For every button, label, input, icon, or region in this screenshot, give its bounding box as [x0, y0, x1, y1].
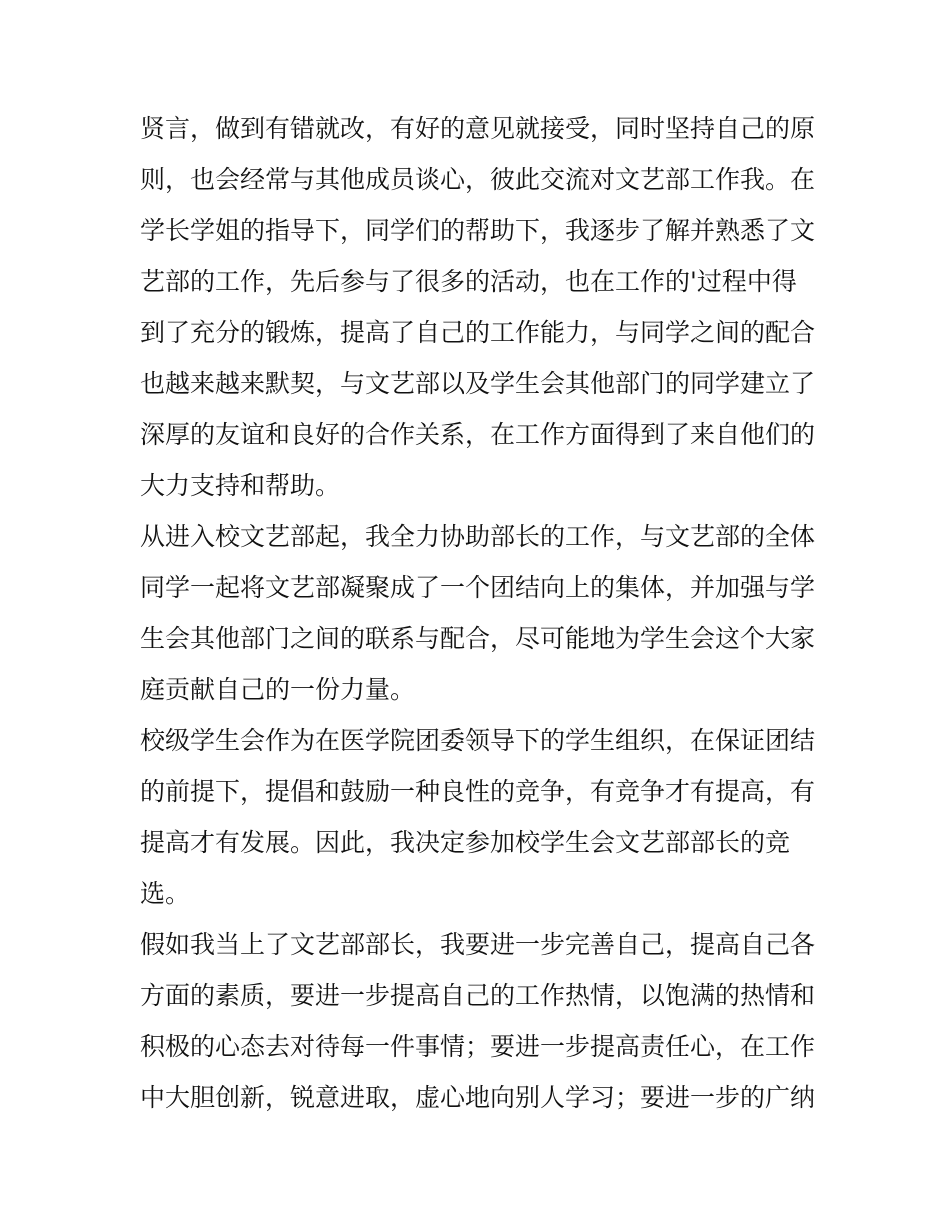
text-line: 到了充分的锻炼，提高了自己的工作能力，与同学之间的配合 [140, 318, 816, 347]
text-line: 同学一起将文艺部凝聚成了一个团结向上的集体，并加强与学 [140, 573, 816, 602]
text-line: 提高才有发展。因此，我决定参加校学生会文艺部部长的竞 [140, 828, 791, 857]
text-line: 的前提下，提倡和鼓励一种良性的竞争，有竞争才有提高，有 [140, 777, 816, 806]
text-line: 也越来越来默契，与文艺部以及学生会其他部门的同学建立了 [140, 369, 816, 398]
text-line: 学长学姐的指导下，同学们的帮助下，我逐步了解并熟悉了文 [140, 216, 816, 245]
document-body [140, 103, 820, 1123]
text-line: 生会其他部门之间的联系与配合，尽可能地为学生会这个大家 [140, 624, 816, 653]
text-line: 中大胆创新，锐意进取，虚心地向别人学习；要进一步的广纳 [140, 1083, 816, 1112]
text-line: 大力支持和帮助。 [140, 471, 341, 500]
text-line: 方面的素质，要进一步提高自己的工作热情，以饱满的热情和 [140, 981, 816, 1010]
text-line: 则，也会经常与其他成员谈心，彼此交流对文艺部工作我。在 [140, 165, 816, 194]
text-line: 假如我当上了文艺部部长，我要进一步完善自己，提高自己各 [140, 930, 816, 959]
text-line: 庭贡献自己的一份力量。 [140, 675, 416, 704]
text-line: 选。 [140, 879, 191, 908]
text-line: 积极的心态去对待每一件事情；要进一步提高责任心，在工作 [140, 1032, 816, 1061]
text-line: 从进入校文艺部起，我全力协助部长的工作，与文艺部的全体 [140, 522, 816, 551]
text-line: 艺部的工作，先后参与了很多的活动，也在工作的'过程中得 [140, 267, 797, 296]
text-line: 深厚的友谊和良好的合作关系，在工作方面得到了来自他们的 [140, 420, 816, 449]
text-line: 贤言，做到有错就改，有好的意见就接受，同时坚持自己的原 [140, 114, 816, 143]
text-line: 校级学生会作为在医学院团委领导下的学生组织，在保证团结 [140, 726, 816, 755]
